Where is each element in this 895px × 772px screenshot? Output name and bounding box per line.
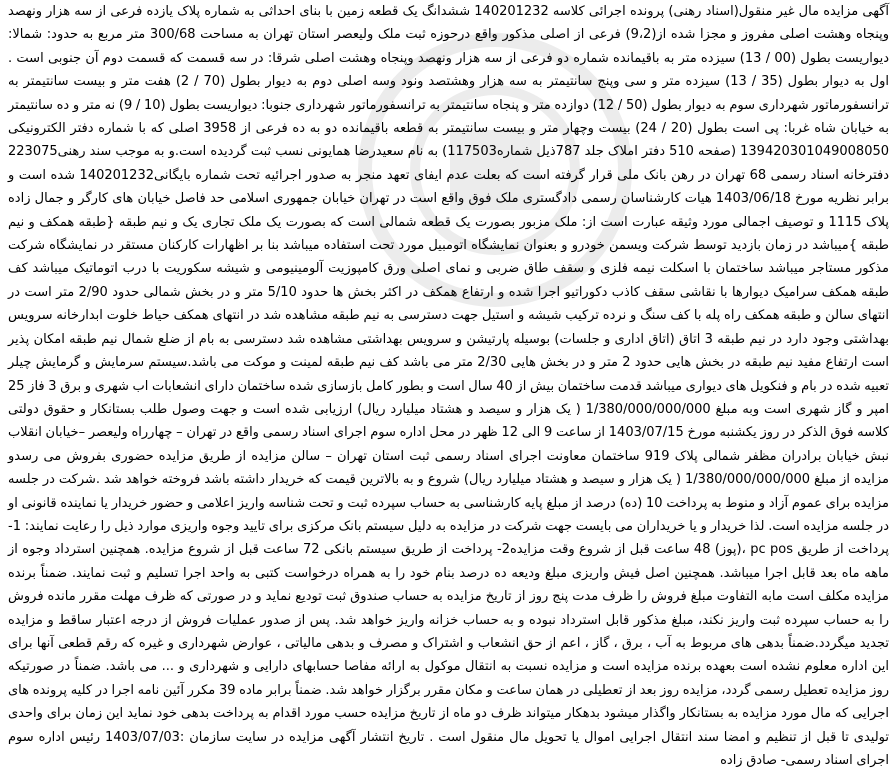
auction-notice-body: آگهی مزایده مال غیر منقول(اسناد رهنی) پرونده اجرائی کلاسه 140201232 ششدانگ یک قطعه زمین با بنای احداثی به شماره پلاک یازده فرعی از سه هزار ونهصد وپنجاه وهشت اصلی مفروز و مجزا شده از(9،2) فرعی از اصلی مذکور واقع درحوزه ثبت ملک ولیعصر استان تهران به مساحت 300/68 متر مربع به حدود: شمالا: دیواریست بطول (00 / 13) سیزده متر به باقیمانده شماره دو فرعی از سه هزار ونهصد وپنجاه وهشت اصلی شرقا: در سه قسمت که قسمت دوم آن جنوبی است . اول به دیوار بطول (35 / 13) سیزده متر و سی وپنج سانتیمتر به سه هزار وهشتصد ونود وسه اصلی دوم به دیوار بطول (70 / 2) هفت متر و بیست سانتیمتر به ترانسفورماتور شهرداری سوم به دیوار بطول (50 / 12) دوازده متر و پنجاه سانتیمتر به ترانسفورماتور شهرداری جنوبا: دیواریست بطول (10 / 9) نه متر و ده سانتیمتر به خیابان شاه غربا: پی است بطول (20 / 24) بیست وچهار متر و بیست سانتیمتر به قطعه باقیمانده دو به ده فرعی از 3958 اصلی که با شماره دفتر الکترونیکی 139420301049008050 (صفحه 510 دفتر املاک جلد 787ذیل شماره117503) به نام سعیدرضا همایونی نسب ثبت گردیده است.و به موجب سند رهنی223075 دفترخانه اسناد رسمی 68 تهران در رهن بانک ملی قرار گرفته است که بعلت عدم ایفای تعهد منجر به صدور اجرائیه تحت شماره بایگانی140201232 شده است و برابر نظریه مورخ 1403/06/18 هیات کارشناسان رسمی دادگستری ملک فوق واقع است در تهران خیابان جمهوری اسلامی حد فاصل خیابان های کارگر و جمال زاده پلاک 1115 و توصیف اجمالی مورد وثیقه عبارت است از: ملک مزبور بصورت یک قطعه شمالی است که بصورت یک ملک تجاری یک و نیم طبقه {طبقه همکف و نیم طبقه }میباشد در زمان بازدید توسط شرکت ویسمن خودرو و بعنوان نمایشگاه اتومبیل مورد تحت استفاده میباشد بنا بر اظهارات کارکنان مستقر در نمایشگاه شرکت مذکور مستاجر میباشد ساختمان با اسکلت نیمه فلزی و سقف طاق ضربی و نمای اصلی ورق کامپوزیت آلومینیومی و شیشه سکوریت با درب اتوماتیک میباشد کف طبقه همکف سرامیک دیوارها با نقاشی سقف کاذب دکوراتیو اجرا شده و ارتفاع همکف در اکثر بخش ها حدود 5/10 متر و در بخش شمالی حدود 2/90 متر است در انتهای سالن و طبقه همکف راه پله با کف سنگ و نرده ترکیب شیشه و استیل جهت دسترسی به نیم طبقه مشاهده شد در انتهای همکف حیاط خلوت ابدارخانه سرویس بهداشتی وجود دارد در نیم طبقه 3 اتاق (اتاق اداری و جلسات) بوسیله پارتیشن و سرویس بهداشتی مشاهده شد دسترسی به بام از ضلع شمال نیم طبقه امکان پذیر است ارتفاع مفید نیم طبقه در بخش هایی حدود 2 متر و در بخش هایی 2/30 متر می باشد کف نیم طبقه لمینت و موکت می باشد.سیستم سرمایش و گرمایش چیلر تعبیه شده در بام و فنکویل های دیواری میباشد قدمت ساختمان بیش از 40 سال است و بطور کامل بازسازی شده ساختمان دارای انشعابات اب شهری و برق 3 فاز 25 امپر و گاز شهری است وبه مبلغ 1/380/000/000/000 ( یک هزار و سیصد و هشتاد میلیارد ریال) ارزیابی شده است و جهت وصول طلب بستانکار و حقوق دولتی کلاسه فوق الذکر در روز یکشنبه مورخ 1403/07/15 از ساعت 9 الی 12 ظهر در محل اداره سوم اجرای اسناد رسمی واقع در تهران – چهارراه ولیعصر –خیابان انقلاب نبش خیابان برادران مظفر شمالی پلاک 919 ساختمان معاونت اجرای اسناد رسمی ثبت استان تهران – سالن مزایده از طریق مزایده حضوری بفروش می رسدو مزایده از مبلغ 1/380/000/000/000 ( یک هزار و سیصد و هشتاد میلیارد ریال) شروع و به بالاترین قیمت که خریدار داشته باشد فروخته خواهد شد .شرکت در جلسه مزایده برای عموم آزاد و منوط به پرداخت 10 (ده) درصد از مبلغ پایه کارشناسی به حساب سپرده ثبت و تحت شناسه واریز اعلامی و حضور خریدار یا نماینده قانونی او در جلسه مزایده است. لذا خریدار و یا خریداران می بایست جهت شرکت در مزایده به دلیل سیستم بانک مرکزی برای تایید وجوه واریزی موارد ذیل را رعایت نمایند: 1- پرداخت از طریق pc pos ،(پوز) 48 ساعت قبل از شروع وقت مزایده2- پرداخت از طریق سیستم بانکی 72 ساعت قبل از شروع مزایده. همچنین استرداد وجوه از ماهه ماه بعد قابل اجرا میباشد. همچنین اصل فیش واریزی مبلغ ودیعه ده درصد بنام خود را به همراه درخواست کتبی به واحد اجرا تسلیم و ثبت نمایند. ضمناً برنده مزایده مکلف است مابه التفاوت مبلغ فروش را ظرف مدت پنج روز از تاریخ مزایده به حساب صندوق ثبت تودیع نماید و در صورتی که ظرف مهلت مقرر مانده فروش را به حساب سپرده ثبت واریز نکند، مبلغ مذکور قابل استرداد نبوده و به حساب خزانه واریز خواهد شد. پس از صدور عملیات فروش از درجه اعتبار ساقط و مزایده تجدید میگردد.ضمناً بدهی های مربوط به آب ، برق ، گاز ، اعم از حق انشعاب و اشتراک و مصرف و بدهی مالیاتی ، عوارض شهرداری و غیره که رقم قطعی آنها برای این اداره معلوم نشده است بعهده برنده مزایده است و مزایده نسبت به انتقال موکول به ارائه مفاصا حسابهای دارایی و شهرداری و ... می باشد. ضمناً در صورتیکه روز مزایده تعطیل رسمی گردد، مزایده روز بعد از تعطیلی در همان ساعت و مکان مقرر برگزار خواهد شد. ضمناً برابر ماده 39 مکرر آئین نامه اجرا در کلیه پرونده های اجرایی که مال مورد مزایده به بستانکار واگذار میشود بدهکار میتواند ظرف دو ماه از تاریخ مزایده حسب مورد اقدام به پرداخت بدهی خود نماید این زمان برای واحدی تولیدی تا قبل از تنظیم و امضا سند انتقال اجرایی اموال یا تحویل مال منقول است . تاریخ انتشار آگهی مزایده در سایت سازمان :1403/07/03 رئیس اداره سوم اجرای اسناد رسمی- صادق زاده: [8, 4, 890, 768]
